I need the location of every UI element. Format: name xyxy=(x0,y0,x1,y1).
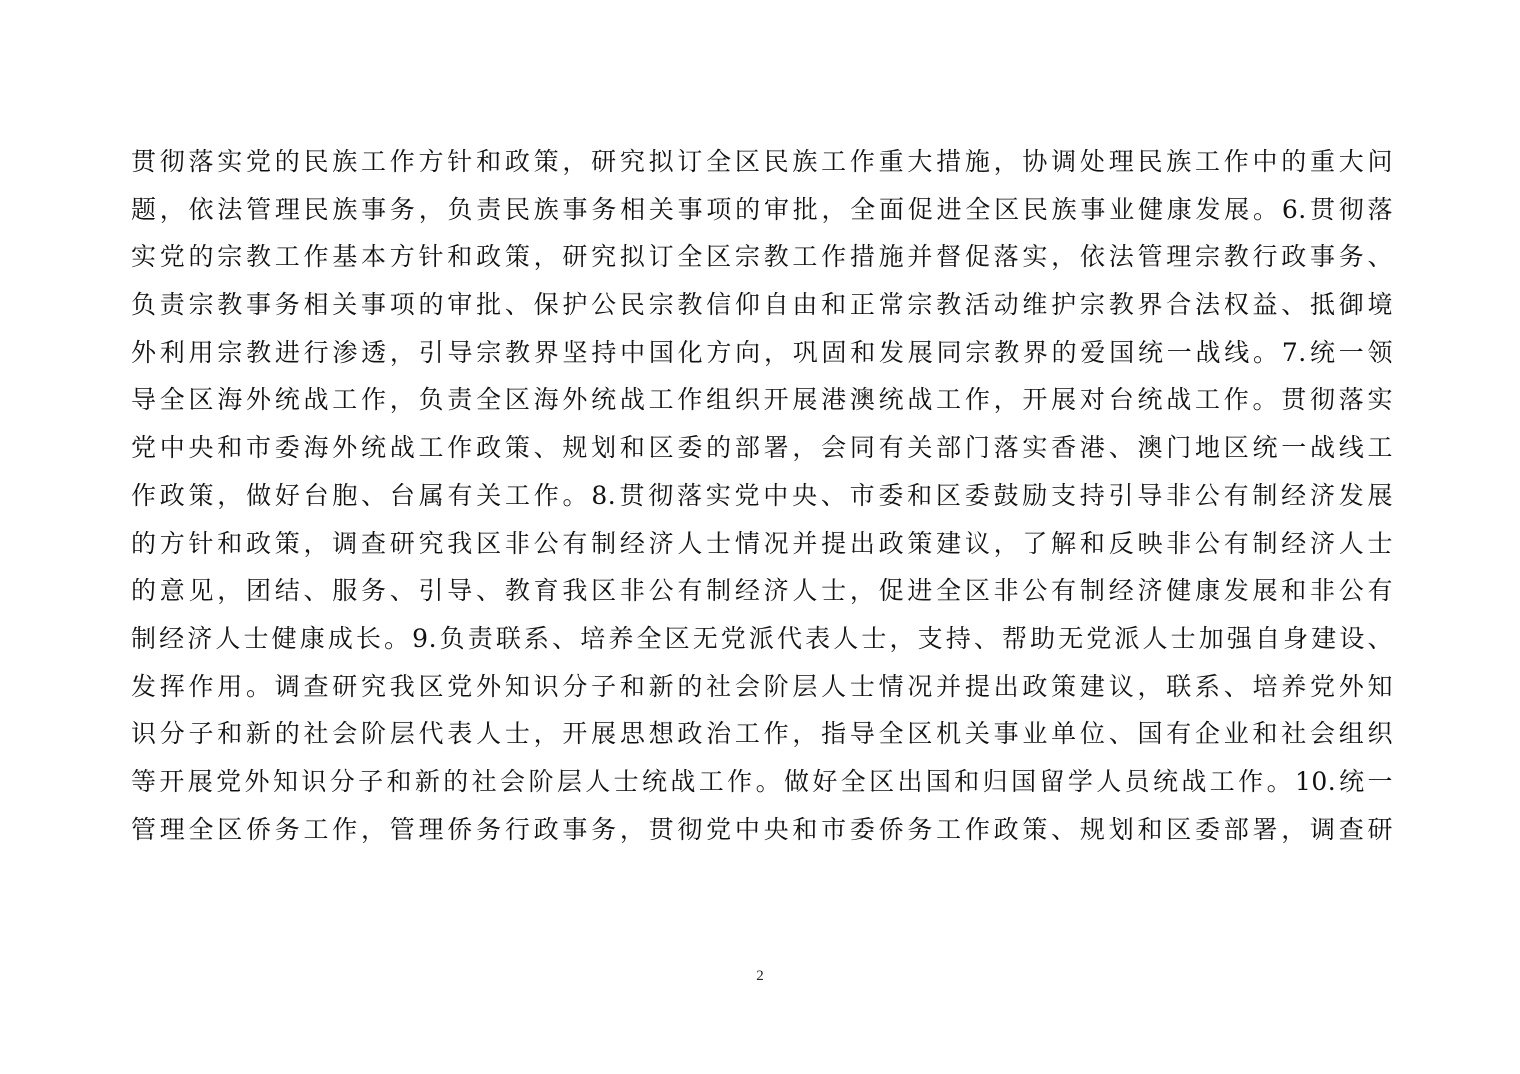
text-line: 作政策，做好台胞、台属有关工作。8.贯彻落实党中央、市委和区委鼓励支持引导非公有制经济发展 xyxy=(131,480,1393,510)
body-text xyxy=(131,138,1393,853)
text-line: 等开展党外知识分子和新的社会阶层人士统战工作。做好全区出国和归国留学人员统战工作。10.统一 xyxy=(131,766,1393,796)
text-line: 制经济人士健康成长。9.负责联系、培养全区无党派代表人士，支持、帮助无党派人士加强自身建设、 xyxy=(131,623,1393,653)
text-line: 识分子和新的社会阶层代表人士，开展思想政治工作，指导全区机关事业单位、国有企业和社会组织 xyxy=(131,719,1393,749)
text-line: 导全区海外统战工作，负责全区海外统战工作组织开展港澳统战工作，开展对台统战工作。贯彻落实 xyxy=(131,385,1393,415)
text-line: 外利用宗教进行渗透，引导宗教界坚持中国化方向，巩固和发展同宗教界的爱国统一战线。7.统一领 xyxy=(131,337,1393,367)
text-line: 题，依法管理民族事务，负责民族事务相关事项的审批，全面促进全区民族事业健康发展。6.贯彻落 xyxy=(131,194,1393,224)
text-line: 的意见，团结、服务、引导、教育我区非公有制经济人士，促进全区非公有制经济健康发展和非公有 xyxy=(131,576,1393,606)
text-line: 的方针和政策，调查研究我区非公有制经济人士情况并提出政策建议，了解和反映非公有制经济人士 xyxy=(131,528,1393,558)
page-number: 2 xyxy=(756,968,764,984)
text-line: 管理全区侨务工作，管理侨务行政事务，贯彻党中央和市委侨务工作政策、规划和区委部署，调查研 xyxy=(131,814,1393,844)
text-line: 党中央和市委海外统战工作政策、规划和区委的部署，会同有关部门落实香港、澳门地区统一战线工 xyxy=(131,433,1393,463)
text-line: 负责宗教事务相关事项的审批、保护公民宗教信仰自由和正常宗教活动维护宗教界合法权益、抵御境 xyxy=(131,290,1393,320)
text-line: 发挥作用。调查研究我区党外知识分子和新的社会阶层人士情况并提出政策建议，联系、培养党外知 xyxy=(131,671,1393,701)
text-line: 贯彻落实党的民族工作方针和政策，研究拟订全区民族工作重大措施，协调处理民族工作中的重大问 xyxy=(131,147,1393,176)
text-line: 实党的宗教工作基本方针和政策，研究拟订全区宗教工作措施并督促落实，依法管理宗教行政事务、 xyxy=(131,242,1393,272)
